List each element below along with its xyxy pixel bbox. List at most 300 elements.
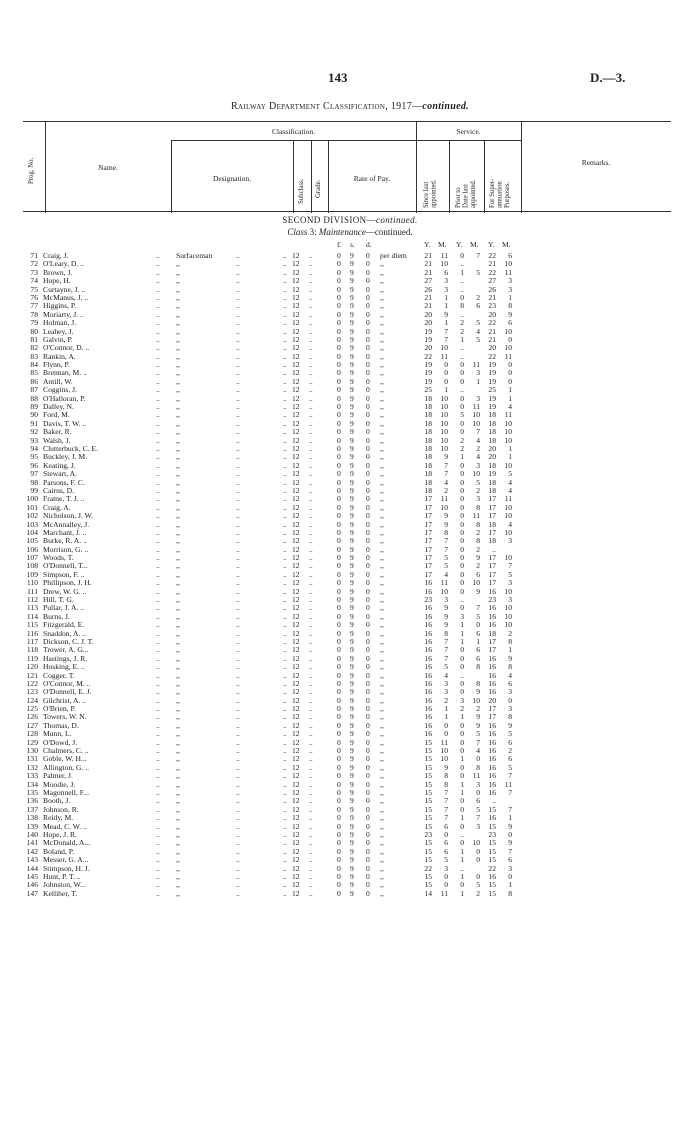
prior-years: .. — [460, 309, 464, 319]
leader-dots: .. — [309, 284, 313, 294]
pay-shillings: 9 — [350, 729, 354, 739]
pay-pounds: 0 — [337, 561, 341, 571]
prior-years: 1 — [460, 888, 464, 898]
super-months: 7 — [508, 561, 512, 571]
row-number: 86 — [30, 376, 38, 386]
since-months: 10 — [440, 586, 448, 596]
leader-dots: .. — [236, 595, 240, 605]
prior-years: 1 — [460, 620, 464, 630]
row-number: 81 — [30, 334, 38, 344]
row-number: 135 — [26, 788, 38, 797]
super-months: 2 — [508, 746, 512, 756]
pay-pounds: 0 — [337, 779, 341, 789]
pay-pounds: 0 — [337, 595, 341, 605]
pay-shillings: 9 — [350, 435, 354, 445]
leader-dots: .. — [283, 351, 287, 361]
row-number: 119 — [26, 653, 38, 663]
leader-dots: .. — [236, 586, 240, 596]
since-years: 17 — [424, 569, 432, 579]
prior-months: 5 — [476, 477, 480, 487]
employee-name: Mead, C. W. .. — [43, 821, 87, 831]
leader-dots: .. — [283, 519, 287, 529]
designation: ,, — [176, 871, 180, 881]
leader-dots: .. — [309, 452, 313, 462]
super-months: 5 — [508, 469, 512, 479]
since-months: 7 — [444, 653, 448, 663]
pay-pounds: 0 — [337, 469, 341, 479]
pay-pounds: 0 — [337, 586, 341, 596]
leader-dots: .. — [236, 511, 240, 521]
row-number: 103 — [26, 519, 38, 529]
prior-months: 5 — [476, 880, 480, 890]
since-months: 11 — [440, 578, 448, 588]
prior-months: 3 — [476, 368, 480, 378]
leader-dots: .. — [156, 460, 160, 470]
super-years: 16 — [488, 746, 496, 756]
pay-pounds: 0 — [337, 536, 341, 546]
pay-pounds: 0 — [337, 460, 341, 470]
leader-dots: .. — [236, 788, 240, 797]
prior-years: 2 — [460, 435, 464, 445]
leader-dots: .. — [236, 360, 240, 370]
super-months: 1 — [508, 443, 512, 453]
super-months: 6 — [508, 678, 512, 688]
row-number: 144 — [26, 863, 38, 873]
designation: ,, — [176, 292, 180, 302]
leader-dots: .. — [309, 276, 313, 286]
employee-name: Coggins, J. — [43, 385, 77, 395]
employee-name: Munn, L. — [43, 729, 72, 739]
super-months: 1 — [508, 452, 512, 462]
pay-pence: 0 — [366, 838, 370, 848]
leader-dots: .. — [309, 376, 313, 386]
row-number: 104 — [26, 527, 38, 537]
pay-pence: 0 — [366, 326, 370, 336]
super-years: 16 — [488, 754, 496, 764]
super-months: 10 — [504, 527, 512, 537]
leader-dots: .. — [156, 779, 160, 789]
pay-period: ,, — [380, 653, 384, 663]
leader-dots: .. — [283, 611, 287, 621]
pay-pence: 0 — [366, 863, 370, 873]
pay-pence: 0 — [366, 855, 370, 865]
subclass: 12 — [292, 452, 300, 462]
subclass: 12 — [292, 318, 300, 328]
rule — [449, 140, 450, 213]
row-number: 77 — [30, 301, 38, 311]
leader-dots: .. — [156, 813, 160, 823]
pay-pounds: 0 — [337, 670, 341, 680]
employee-name: Frame, T. J. .. — [43, 494, 85, 504]
page-reference: D.—3. — [590, 70, 626, 85]
subclass: 12 — [292, 762, 300, 772]
designation: ,, — [176, 880, 180, 890]
pay-pence: 0 — [366, 620, 370, 630]
prior-years: .. — [460, 259, 464, 269]
designation: ,, — [176, 754, 180, 764]
since-years: 22 — [424, 863, 432, 873]
subclass: 12 — [292, 636, 300, 646]
leader-dots: .. — [283, 813, 287, 823]
running-title-prefix: Railway Department Classification, 1917— — [231, 101, 423, 112]
leader-dots: .. — [156, 620, 160, 630]
leader-dots: .. — [236, 351, 240, 361]
pay-period: ,, — [380, 309, 384, 319]
pay-pounds: 0 — [337, 720, 341, 730]
leader-dots: .. — [283, 586, 287, 596]
employee-name: Clutterbuck, C. E. — [43, 443, 99, 453]
subclass: 12 — [292, 578, 300, 588]
leader-dots: .. — [283, 292, 287, 302]
leader-dots: .. — [156, 771, 160, 781]
designation: ,, — [176, 636, 180, 646]
pay-period: ,, — [380, 267, 384, 277]
rule — [521, 122, 522, 213]
leader-dots: .. — [156, 846, 160, 856]
subclass: 12 — [292, 343, 300, 353]
prior-years: 0 — [460, 402, 464, 412]
leader-dots: .. — [309, 309, 313, 319]
leader-dots: .. — [283, 595, 287, 605]
since-months: 1 — [444, 301, 448, 311]
since-months: 8 — [444, 771, 448, 781]
since-years: 16 — [424, 636, 432, 646]
super-years: 17 — [488, 645, 496, 655]
col-classification: Classification. — [271, 127, 316, 136]
since-months: 1 — [444, 704, 448, 714]
designation: ,, — [176, 771, 180, 781]
subclass: 12 — [292, 267, 300, 277]
since-months: 7 — [444, 460, 448, 470]
pay-pounds: 0 — [337, 443, 341, 453]
pay-period: ,, — [380, 502, 384, 512]
designation: ,, — [176, 838, 180, 848]
leader-dots: .. — [236, 309, 240, 319]
pay-pence: 0 — [366, 519, 370, 529]
pay-shillings: 9 — [350, 855, 354, 865]
leader-dots: .. — [156, 586, 160, 596]
since-years: 17 — [424, 527, 432, 537]
leader-dots: .. — [236, 662, 240, 672]
super-months: 1 — [508, 292, 512, 302]
leader-dots: .. — [283, 402, 287, 412]
pay-pence: 0 — [366, 695, 370, 705]
unit-shillings: s. — [350, 240, 355, 249]
row-number: 84 — [30, 360, 38, 370]
leader-dots: .. — [236, 569, 240, 579]
pay-pence: 0 — [366, 595, 370, 605]
leader-dots: .. — [309, 871, 313, 881]
employee-name: Reidy, M. — [43, 813, 74, 823]
employee-name: Craig, A. — [43, 502, 71, 512]
subclass: 12 — [292, 536, 300, 546]
pay-shillings: 9 — [350, 762, 354, 772]
leader-dots: .. — [236, 318, 240, 328]
prior-years: 1 — [460, 636, 464, 646]
pay-pounds: 0 — [337, 343, 341, 353]
pay-shillings: 9 — [350, 586, 354, 596]
since-months: 6 — [444, 821, 448, 831]
leader-dots: .. — [283, 410, 287, 420]
prior-years: 0 — [460, 544, 464, 554]
since-years: 15 — [424, 796, 432, 806]
prior-years: 0 — [460, 511, 464, 521]
designation: ,, — [176, 704, 180, 714]
leader-dots: .. — [236, 821, 240, 831]
pay-period: ,, — [380, 544, 384, 554]
prior-months: 3 — [476, 460, 480, 470]
pay-period: ,, — [380, 402, 384, 412]
designation: ,, — [176, 427, 180, 437]
leader-dots: .. — [236, 376, 240, 386]
leader-dots: .. — [156, 276, 160, 286]
pay-pounds: 0 — [337, 821, 341, 831]
prior-months: 4 — [476, 746, 480, 756]
prior-months: 5 — [476, 804, 480, 814]
pay-pence: 0 — [366, 360, 370, 370]
since-months: 11 — [440, 737, 448, 747]
designation: ,, — [176, 469, 180, 479]
since-months: 0 — [444, 368, 448, 378]
leader-dots: .. — [156, 435, 160, 445]
leader-dots: .. — [236, 368, 240, 378]
leader-dots: .. — [283, 829, 287, 839]
pay-period: ,, — [380, 527, 384, 537]
super-years: 20 — [488, 695, 496, 705]
pay-period: ,, — [380, 838, 384, 848]
subclass: 12 — [292, 871, 300, 881]
pay-period: ,, — [380, 469, 384, 479]
leader-dots: .. — [283, 888, 287, 898]
leader-dots: .. — [283, 368, 287, 378]
pay-period: ,, — [380, 418, 384, 428]
super-years: 26 — [488, 284, 496, 294]
leader-dots: .. — [309, 636, 313, 646]
pay-shillings: 9 — [350, 771, 354, 781]
pay-pounds: 0 — [337, 301, 341, 311]
since-months: 0 — [444, 720, 448, 730]
super-years: 15 — [488, 855, 496, 865]
pay-pence: 0 — [366, 376, 370, 386]
row-number: 124 — [26, 695, 38, 705]
since-months: 7 — [444, 334, 448, 344]
designation: ,, — [176, 729, 180, 739]
leader-dots: .. — [156, 469, 160, 479]
pay-pence: 0 — [366, 469, 370, 479]
prior-months: 2 — [476, 443, 480, 453]
subclass: 12 — [292, 569, 300, 579]
leader-dots: .. — [309, 502, 313, 512]
subclass: 12 — [292, 863, 300, 873]
leader-dots: .. — [309, 485, 313, 495]
since-years: 15 — [424, 771, 432, 781]
pay-pence: 0 — [366, 636, 370, 646]
pay-period: ,, — [380, 704, 384, 714]
subclass: 12 — [292, 678, 300, 688]
pay-pence: 0 — [366, 351, 370, 361]
super-months: 8 — [508, 662, 512, 672]
prior-years: 0 — [460, 393, 464, 403]
employee-name: McManus, J. .. — [43, 292, 89, 302]
prior-years: 1 — [460, 334, 464, 344]
leader-dots: .. — [283, 821, 287, 831]
pay-pounds: 0 — [337, 829, 341, 839]
pay-shillings: 9 — [350, 754, 354, 764]
prior-years: 1 — [460, 712, 464, 722]
subclass: 12 — [292, 402, 300, 412]
since-years: 17 — [424, 502, 432, 512]
col-superannuation: For Super- annuation Purposes. — [489, 178, 511, 208]
subclass: 12 — [292, 855, 300, 865]
employee-name: Trower, A. G... — [43, 645, 89, 655]
pay-shillings: 9 — [350, 746, 354, 756]
super-months: 10 — [504, 553, 512, 563]
designation: ,, — [176, 452, 180, 462]
since-months: 9 — [444, 762, 448, 772]
employee-name: Gilchrist, A. .. — [43, 695, 87, 705]
designation: ,, — [176, 385, 180, 395]
leader-dots: .. — [236, 813, 240, 823]
leader-dots: .. — [309, 746, 313, 756]
super-months: 0 — [508, 334, 512, 344]
leader-dots: .. — [236, 880, 240, 890]
since-months: 7 — [444, 544, 448, 554]
since-years: 15 — [424, 855, 432, 865]
super-months: 10 — [504, 427, 512, 437]
leader-dots: .. — [309, 368, 313, 378]
prior-years: .. — [460, 276, 464, 286]
division-title — [0, 215, 700, 225]
subclass: 12 — [292, 695, 300, 705]
pay-pounds: 0 — [337, 494, 341, 504]
super-years: 16 — [488, 603, 496, 613]
prior-years: 0 — [460, 880, 464, 890]
leader-dots: .. — [236, 452, 240, 462]
super-months: 0 — [508, 360, 512, 370]
pay-pence: 0 — [366, 292, 370, 302]
leader-dots: .. — [156, 443, 160, 453]
since-years: 17 — [424, 494, 432, 504]
row-number: 121 — [26, 670, 38, 680]
super-months: 10 — [504, 502, 512, 512]
pay-pence: 0 — [366, 410, 370, 420]
leader-dots: .. — [156, 855, 160, 865]
leader-dots: .. — [309, 318, 313, 328]
subclass: 12 — [292, 779, 300, 789]
row-number: 98 — [30, 477, 38, 487]
leader-dots: .. — [236, 754, 240, 764]
since-months: 1 — [444, 292, 448, 302]
designation: ,, — [176, 485, 180, 495]
leader-dots: .. — [283, 846, 287, 856]
leader-dots: .. — [156, 595, 160, 605]
row-number: 115 — [26, 620, 38, 630]
pay-pence: 0 — [366, 829, 370, 839]
leader-dots: .. — [236, 737, 240, 747]
super-years: 17 — [488, 553, 496, 563]
leader-dots: .. — [309, 670, 313, 680]
super-months: 7 — [508, 788, 512, 797]
prior-years: 3 — [460, 611, 464, 621]
since-years: 26 — [424, 284, 432, 294]
since-months: 0 — [444, 729, 448, 739]
pay-pounds: 0 — [337, 855, 341, 865]
super-months: 10 — [504, 435, 512, 445]
pay-pence: 0 — [366, 485, 370, 495]
row-number: 75 — [30, 284, 38, 294]
employee-name: Galvin, P. — [43, 334, 73, 344]
since-years: 16 — [424, 720, 432, 730]
leader-dots: .. — [236, 762, 240, 772]
leader-dots: .. — [156, 292, 160, 302]
since-years: 19 — [424, 334, 432, 344]
row-number: 73 — [30, 267, 38, 277]
super-years: 18 — [488, 460, 496, 470]
pay-shillings: 9 — [350, 251, 354, 260]
prior-years: 0 — [460, 838, 464, 848]
subclass: 12 — [292, 561, 300, 571]
pay-period: ,, — [380, 888, 384, 898]
subclass: 12 — [292, 410, 300, 420]
employee-name: Higgins, P. — [43, 301, 77, 311]
row-number: 111 — [27, 586, 38, 596]
prior-years: 2 — [460, 704, 464, 714]
super-months: 3 — [508, 595, 512, 605]
pay-pounds: 0 — [337, 687, 341, 697]
since-months: 5 — [444, 855, 448, 865]
leader-dots: .. — [283, 653, 287, 663]
pay-pence: 0 — [366, 687, 370, 697]
super-months: 0 — [508, 695, 512, 705]
designation: ,, — [176, 301, 180, 311]
leader-dots: .. — [309, 838, 313, 848]
pay-pence: 0 — [366, 704, 370, 714]
leader-dots: .. — [283, 838, 287, 848]
since-years: 16 — [424, 586, 432, 596]
leader-dots: .. — [236, 284, 240, 294]
leader-dots: .. — [156, 519, 160, 529]
pay-period: ,, — [380, 678, 384, 688]
super-years: 21 — [488, 326, 496, 336]
prior-months: 2 — [476, 292, 480, 302]
designation: ,, — [176, 586, 180, 596]
leader-dots: .. — [156, 334, 160, 344]
super-months: 1 — [508, 393, 512, 403]
super-months: 3 — [508, 284, 512, 294]
super-years: 17 — [488, 502, 496, 512]
super-years: 17 — [488, 527, 496, 537]
pay-pence: 0 — [366, 427, 370, 437]
leader-dots: .. — [283, 334, 287, 344]
designation: ,, — [176, 762, 180, 772]
super-months: 10 — [504, 603, 512, 613]
leader-dots: .. — [283, 477, 287, 487]
since-years: 18 — [424, 410, 432, 420]
pay-period: ,, — [380, 628, 384, 638]
subclass: 12 — [292, 460, 300, 470]
super-months: 3 — [508, 704, 512, 714]
since-years: 20 — [424, 318, 432, 328]
employee-name: O'Connor, M. .. — [43, 678, 91, 688]
leader-dots: .. — [309, 443, 313, 453]
subclass: 12 — [292, 385, 300, 395]
leader-dots: .. — [309, 301, 313, 311]
pay-pounds: 0 — [337, 276, 341, 286]
pay-period: ,, — [380, 863, 384, 873]
pay-shillings: 9 — [350, 393, 354, 403]
leader-dots: .. — [156, 343, 160, 353]
prior-months: 2 — [476, 485, 480, 495]
